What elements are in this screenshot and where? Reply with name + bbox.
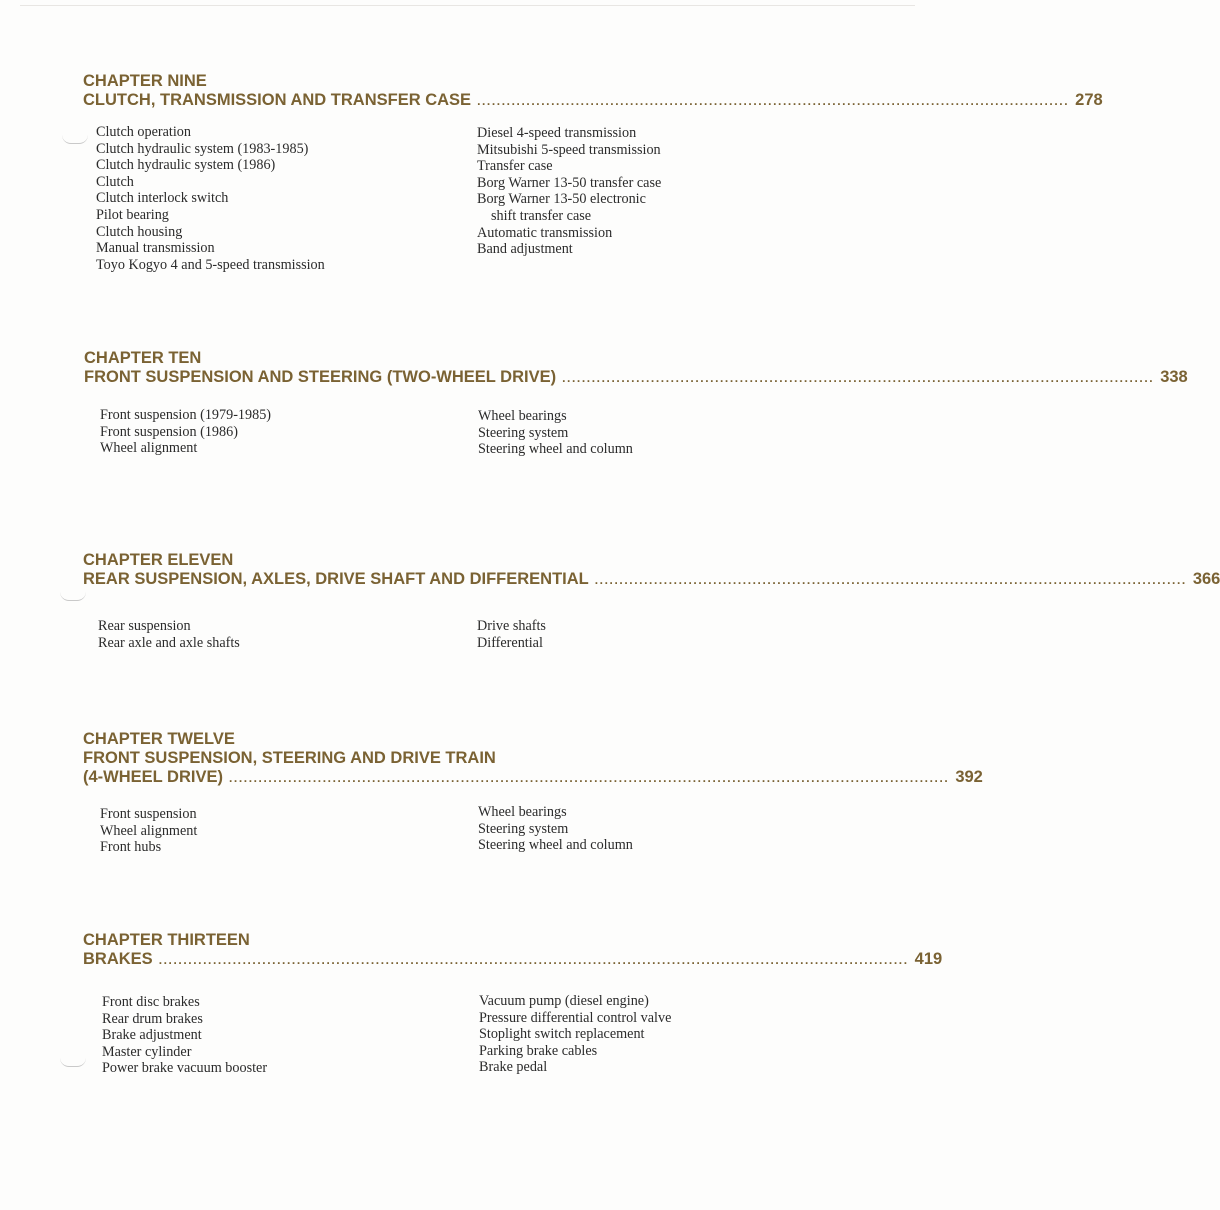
chapter-heading[interactable] [83, 730, 983, 787]
list-item[interactable]: Automatic transmission [477, 224, 613, 241]
list-item[interactable]: Steering system [478, 424, 569, 441]
list-item[interactable]: Front disc brakes [102, 994, 200, 1010]
leader-dots: ........................................................................................................................................................ [158, 953, 909, 967]
list-item[interactable]: Rear suspension [98, 618, 191, 634]
list-item[interactable]: Band adjustment [477, 241, 573, 258]
list-item[interactable]: Borg Warner 13-50 electronic [477, 191, 646, 208]
page-number: 366 [1192, 570, 1220, 588]
topic-list-right [478, 804, 633, 854]
topic-list-right [479, 993, 671, 1076]
list-item[interactable]: Master cylinder [102, 1043, 192, 1060]
list-item[interactable]: Transfer case [477, 158, 553, 175]
topic-list-left [102, 994, 267, 1077]
list-item[interactable]: Brake pedal [479, 1059, 548, 1076]
list-item[interactable]: Differential [477, 634, 543, 651]
list-item[interactable]: Pressure differential control valve [479, 1009, 672, 1026]
list-item[interactable]: Manual transmission [96, 240, 215, 257]
chapter-heading[interactable] [83, 72, 1103, 110]
list-item[interactable]: Pilot bearing [96, 206, 169, 223]
list-item[interactable]: Parking brake cables [479, 1042, 598, 1059]
list-item[interactable]: Front hubs [100, 839, 162, 856]
topic-list-right [478, 408, 633, 458]
chapter-label: CHAPTER ELEVEN [83, 551, 234, 569]
list-item[interactable]: Clutch hydraulic system (1983-1985) [96, 140, 309, 157]
list-item[interactable]: Rear drum brakes [102, 1010, 203, 1027]
list-item[interactable]: Clutch housing [96, 223, 183, 240]
chapter-label: CHAPTER TEN [84, 349, 202, 367]
binder-hole-mark [60, 592, 86, 601]
chapter-title: BRAKES [83, 950, 153, 968]
list-item[interactable]: Clutch operation [96, 124, 191, 140]
chapter-title: FRONT SUSPENSION AND STEERING (TWO-WHEEL DRIVE) [84, 368, 557, 386]
list-item[interactable]: Wheel alignment [100, 440, 198, 457]
list-item[interactable]: Steering wheel and column [478, 837, 633, 854]
chapter-heading[interactable] [83, 551, 1220, 589]
chapter-label: CHAPTER NINE [83, 72, 207, 90]
chapter-label: CHAPTER THIRTEEN [83, 931, 250, 949]
binder-hole-mark [62, 135, 88, 144]
list-item[interactable]: Mitsubishi 5-speed transmission [477, 141, 661, 158]
leader-dots: ........................................................................................................................ [477, 94, 1070, 108]
list-item[interactable]: Front suspension (1979-1985) [100, 407, 272, 423]
list-item[interactable]: Wheel bearings [478, 804, 567, 820]
leader-dots: .................................................................................................................................................. [228, 771, 950, 785]
chapter-title: REAR SUSPENSION, AXLES, DRIVE SHAFT AND DIFFERENTIAL [83, 570, 589, 588]
list-item[interactable]: Rear axle and axle shafts [98, 634, 240, 651]
list-item[interactable]: Clutch [96, 173, 134, 190]
chapter-heading[interactable] [84, 349, 1188, 387]
list-item[interactable]: Brake adjustment [102, 1027, 202, 1044]
chapter-title: FRONT SUSPENSION, STEERING AND DRIVE TRAIN [83, 749, 496, 767]
chapter-label: CHAPTER TWELVE [83, 730, 235, 748]
topic-list-left [100, 407, 271, 457]
topic-list-left [96, 124, 325, 273]
page-number: 278 [1075, 91, 1103, 109]
list-item[interactable]: Toyo Kogyo 4 and 5-speed transmission [96, 256, 325, 273]
binder-hole-mark [60, 1058, 86, 1067]
list-item[interactable]: Wheel bearings [478, 408, 567, 424]
chapter-title-continued: (4-WHEEL DRIVE) [83, 768, 223, 786]
list-item[interactable]: Power brake vacuum booster [102, 1060, 268, 1077]
list-item[interactable]: Vacuum pump (diesel engine) [479, 993, 649, 1009]
list-item[interactable]: Stoplight switch replacement [479, 1026, 645, 1043]
page-top-edge [20, 5, 915, 6]
chapter-title: CLUTCH, TRANSMISSION AND TRANSFER CASE [83, 91, 472, 109]
list-item[interactable]: Clutch hydraulic system (1986) [96, 157, 276, 174]
list-item[interactable]: Steering system [478, 820, 569, 837]
list-item[interactable]: shift transfer case [491, 207, 592, 224]
list-item[interactable]: Front suspension [100, 806, 197, 822]
chapter-heading[interactable] [83, 931, 943, 969]
page-number: 338 [1160, 368, 1188, 386]
list-item[interactable]: Front suspension (1986) [100, 423, 238, 440]
topic-list-right [477, 618, 546, 651]
list-item[interactable]: Drive shafts [477, 618, 546, 634]
leader-dots: ........................................................................................................................ [562, 371, 1155, 385]
list-item[interactable]: Diesel 4-speed transmission [477, 125, 637, 141]
list-item[interactable]: Steering wheel and column [478, 441, 633, 458]
page-number: 392 [955, 768, 983, 786]
list-item[interactable]: Borg Warner 13-50 transfer case [477, 174, 662, 191]
topic-list-left [98, 618, 240, 651]
leader-dots: ........................................................................................................................ [594, 573, 1187, 587]
topic-list-right [477, 125, 661, 258]
page-number: 419 [914, 950, 943, 968]
list-item[interactable]: Clutch interlock switch [96, 190, 229, 207]
list-item[interactable]: Wheel alignment [100, 822, 198, 839]
topic-list-left [100, 806, 197, 856]
